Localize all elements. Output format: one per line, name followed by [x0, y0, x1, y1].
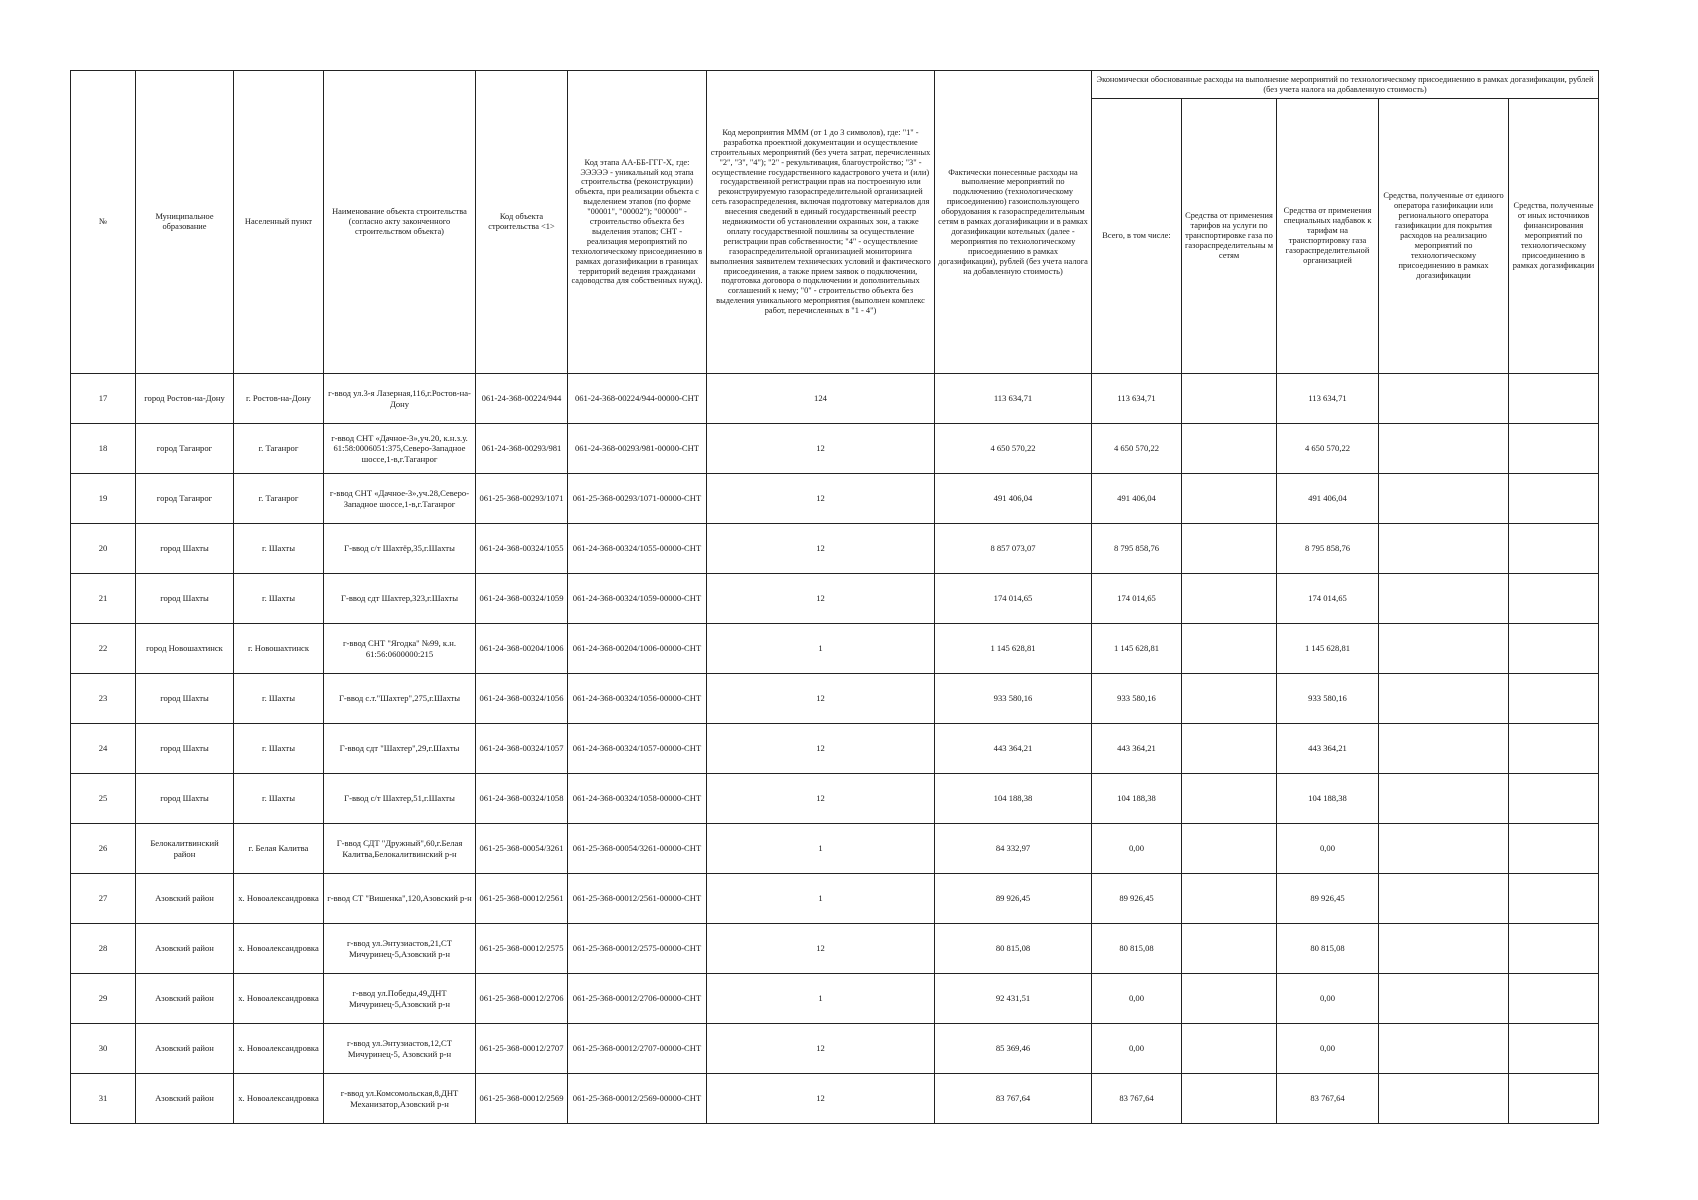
- header-object-code: Код объекта строительства <1>: [476, 71, 568, 374]
- stage-code-cell: 061-25-368-00293/1071-00000-СНТ: [568, 474, 707, 524]
- settlement-cell: г. Шахты: [234, 574, 324, 624]
- operator-funds-cell: [1379, 924, 1509, 974]
- special-surcharges-cell: 491 406,04: [1277, 474, 1379, 524]
- object-name-cell: г-ввод СНТ "Ягодка" №99, к.н. 61:56:0600000:215: [324, 624, 476, 674]
- special-surcharges-cell: 0,00: [1277, 824, 1379, 874]
- object-name-cell: г-ввод ул.Победы,49,ДНТ Мичуринец-5,Азовский р-н: [324, 974, 476, 1024]
- other-sources-cell: [1509, 824, 1599, 874]
- tariff-services-cell: [1182, 524, 1277, 574]
- operator-funds-cell: [1379, 424, 1509, 474]
- header-actual-costs: Фактически понесенные расходы на выполнение мероприятий по подключению (технологическому присоединению) газоиспользующего оборудования к газораспределительным сетям в рамках догазификации и в рамках догазификации котельных (далее - мероприятия по технологическому присоединению в рамках догазификации), рублей (без учета налога на добавленную стоимость): [935, 71, 1092, 374]
- object-name-cell: г-ввод ул.3-я Лазерная,116,г.Ростов-на-Дону: [324, 374, 476, 424]
- municipality-cell: город Шахты: [136, 524, 234, 574]
- object-code-cell: 061-24-368-00324/1058: [476, 774, 568, 824]
- object-code-cell: 061-24-368-00324/1057: [476, 724, 568, 774]
- other-sources-cell: [1509, 774, 1599, 824]
- event-code-cell: 1: [707, 874, 935, 924]
- stage-code-cell: 061-24-368-00324/1058-00000-СНТ: [568, 774, 707, 824]
- municipality-cell: город Новошахтинск: [136, 624, 234, 674]
- header-other-sources: Средства, полученные от иных источников финансирования мероприятий по технологическому присоединению в рамках догазификации: [1509, 99, 1599, 374]
- total-cell: 113 634,71: [1092, 374, 1182, 424]
- actual-costs-cell: 89 926,45: [935, 874, 1092, 924]
- event-code-cell: 12: [707, 1024, 935, 1074]
- header-tariff-services: Средства от применения тарифов на услуги по транспортировке газа по газораспределительны м сетям: [1182, 99, 1277, 374]
- stage-code-cell: 061-25-368-00012/2707-00000-СНТ: [568, 1024, 707, 1074]
- row-number: 21: [71, 574, 136, 624]
- municipality-cell: Азовский район: [136, 874, 234, 924]
- total-cell: 4 650 570,22: [1092, 424, 1182, 474]
- tariff-services-cell: [1182, 674, 1277, 724]
- tariff-services-cell: [1182, 874, 1277, 924]
- tariff-services-cell: [1182, 374, 1277, 424]
- object-code-cell: 061-25-368-00012/2575: [476, 924, 568, 974]
- operator-funds-cell: [1379, 674, 1509, 724]
- row-number: 17: [71, 374, 136, 424]
- event-code-cell: 124: [707, 374, 935, 424]
- special-surcharges-cell: 80 815,08: [1277, 924, 1379, 974]
- stage-code-cell: 061-24-368-00324/1059-00000-СНТ: [568, 574, 707, 624]
- actual-costs-cell: 4 650 570,22: [935, 424, 1092, 474]
- object-code-cell: 061-24-368-00324/1056: [476, 674, 568, 724]
- object-name-cell: Г-ввод сдт Шахтер,323,г.Шахты: [324, 574, 476, 624]
- object-name-cell: г-ввод СНТ «Дачное-3»,уч.20, к.н.з.у. 61:58:0006051:375,Северо-Западное шоссе,1-в,г.Таганрог: [324, 424, 476, 474]
- tariff-services-cell: [1182, 1024, 1277, 1074]
- total-cell: 80 815,08: [1092, 924, 1182, 974]
- row-number: 23: [71, 674, 136, 724]
- total-cell: 174 014,65: [1092, 574, 1182, 624]
- object-code-cell: 061-25-368-00012/2569: [476, 1074, 568, 1124]
- total-cell: 1 145 628,81: [1092, 624, 1182, 674]
- object-name-cell: г-ввод ул.Комсомольская,8,ДНТ Механизатор,Азовский р-н: [324, 1074, 476, 1124]
- table-header: [71, 71, 1599, 374]
- settlement-cell: г. Новошахтинск: [234, 624, 324, 674]
- actual-costs-cell: 85 369,46: [935, 1024, 1092, 1074]
- settlement-cell: х. Новоалександровка: [234, 1074, 324, 1124]
- stage-code-cell: 061-25-368-00012/2569-00000-СНТ: [568, 1074, 707, 1124]
- object-name-cell: Г-ввод СДТ "Дружный",60,г.Белая Калитва,Белокалитвинский р-н: [324, 824, 476, 874]
- tariff-services-cell: [1182, 474, 1277, 524]
- municipality-cell: Азовский район: [136, 1074, 234, 1124]
- total-cell: 83 767,64: [1092, 1074, 1182, 1124]
- other-sources-cell: [1509, 924, 1599, 974]
- row-number: 29: [71, 974, 136, 1024]
- special-surcharges-cell: 174 014,65: [1277, 574, 1379, 624]
- table-row: [71, 924, 1599, 974]
- row-number: 30: [71, 1024, 136, 1074]
- settlement-cell: г. Шахты: [234, 524, 324, 574]
- settlement-cell: г. Шахты: [234, 774, 324, 824]
- stage-code-cell: 061-24-368-00324/1055-00000-СНТ: [568, 524, 707, 574]
- row-number: 26: [71, 824, 136, 874]
- event-code-cell: 12: [707, 574, 935, 624]
- special-surcharges-cell: 83 767,64: [1277, 1074, 1379, 1124]
- tariff-services-cell: [1182, 424, 1277, 474]
- settlement-cell: г. Белая Калитва: [234, 824, 324, 874]
- row-number: 24: [71, 724, 136, 774]
- event-code-cell: 1: [707, 824, 935, 874]
- municipality-cell: город Шахты: [136, 674, 234, 724]
- table-row: [71, 474, 1599, 524]
- header-settlement: Населенный пункт: [234, 71, 324, 374]
- special-surcharges-cell: 104 188,38: [1277, 774, 1379, 824]
- total-cell: 104 188,38: [1092, 774, 1182, 824]
- header-group-justified-costs: Экономически обоснованные расходы на выполнение мероприятий по технологическому присоединению в рамках догазификации, рублей (без учета налога на добавленную стоимость): [1092, 71, 1599, 99]
- header-total: Всего, в том числе:: [1092, 99, 1182, 374]
- operator-funds-cell: [1379, 624, 1509, 674]
- event-code-cell: 12: [707, 774, 935, 824]
- operator-funds-cell: [1379, 824, 1509, 874]
- settlement-cell: г. Ростов-на-Дону: [234, 374, 324, 424]
- actual-costs-cell: 174 014,65: [935, 574, 1092, 624]
- other-sources-cell: [1509, 974, 1599, 1024]
- settlement-cell: г. Таганрог: [234, 424, 324, 474]
- special-surcharges-cell: 443 364,21: [1277, 724, 1379, 774]
- tariff-services-cell: [1182, 824, 1277, 874]
- other-sources-cell: [1509, 724, 1599, 774]
- municipality-cell: город Таганрог: [136, 474, 234, 524]
- special-surcharges-cell: 89 926,45: [1277, 874, 1379, 924]
- object-name-cell: Г-ввод сдт "Шахтер",29,г.Шахты: [324, 724, 476, 774]
- table-row: [71, 374, 1599, 424]
- other-sources-cell: [1509, 1074, 1599, 1124]
- object-name-cell: г-ввод ул.Энтузиастов,12,СТ Мичуринец-5, Азовский р-н: [324, 1024, 476, 1074]
- object-code-cell: 061-25-368-00012/2561: [476, 874, 568, 924]
- settlement-cell: х. Новоалександровка: [234, 924, 324, 974]
- table-row: [71, 624, 1599, 674]
- event-code-cell: 12: [707, 674, 935, 724]
- total-cell: 491 406,04: [1092, 474, 1182, 524]
- table-body: [71, 374, 1599, 1124]
- tariff-services-cell: [1182, 974, 1277, 1024]
- municipality-cell: город Шахты: [136, 774, 234, 824]
- settlement-cell: г. Таганрог: [234, 474, 324, 524]
- table-row: [71, 674, 1599, 724]
- settlement-cell: г. Шахты: [234, 724, 324, 774]
- municipality-cell: город Таганрог: [136, 424, 234, 474]
- operator-funds-cell: [1379, 374, 1509, 424]
- operator-funds-cell: [1379, 1024, 1509, 1074]
- actual-costs-cell: 8 857 073,07: [935, 524, 1092, 574]
- special-surcharges-cell: 1 145 628,81: [1277, 624, 1379, 674]
- event-code-cell: 12: [707, 424, 935, 474]
- tariff-services-cell: [1182, 624, 1277, 674]
- row-number: 27: [71, 874, 136, 924]
- stage-code-cell: 061-24-368-00293/981-00000-СНТ: [568, 424, 707, 474]
- operator-funds-cell: [1379, 1074, 1509, 1124]
- object-code-cell: 061-25-368-00054/3261: [476, 824, 568, 874]
- special-surcharges-cell: 933 580,16: [1277, 674, 1379, 724]
- object-code-cell: 061-25-368-00012/2706: [476, 974, 568, 1024]
- stage-code-cell: 061-24-368-00204/1006-00000-СНТ: [568, 624, 707, 674]
- row-number: 28: [71, 924, 136, 974]
- object-code-cell: 061-24-368-00204/1006: [476, 624, 568, 674]
- settlement-cell: х. Новоалександровка: [234, 974, 324, 1024]
- header-operator-funds: Средства, полученные от единого оператора газификации или регионального оператора газификации для покрытия расходов на реализацию мероприятий по технологическому присоединению в рамках догазификации: [1379, 99, 1509, 374]
- header-stage-code: Код этапа АА-ББ-ГГГ-Х, где: ЭЭЭЭЭ - уникальный код этапа строительства (реконструкции) объекта, при реализации объекта с выделением этапов (по форме "00001", "00002"); "00000" - строительство объекта без выделения этапов; СНТ - реализация мероприятий по технологическому присоединению в рамках догазификации в границах территорий ведения гражданами садоводства для собственных нужд).: [568, 71, 707, 374]
- stage-code-cell: 061-24-368-00224/944-00000-СНТ: [568, 374, 707, 424]
- tariff-services-cell: [1182, 774, 1277, 824]
- table-row: [71, 424, 1599, 474]
- actual-costs-cell: 104 188,38: [935, 774, 1092, 824]
- row-number: 20: [71, 524, 136, 574]
- event-code-cell: 12: [707, 524, 935, 574]
- table-row: [71, 874, 1599, 924]
- municipality-cell: Белокалитвинский район: [136, 824, 234, 874]
- municipality-cell: город Шахты: [136, 574, 234, 624]
- object-code-cell: 061-25-368-00012/2707: [476, 1024, 568, 1074]
- municipality-cell: город Шахты: [136, 724, 234, 774]
- other-sources-cell: [1509, 624, 1599, 674]
- actual-costs-cell: 1 145 628,81: [935, 624, 1092, 674]
- header-municipality: Муниципальное образование: [136, 71, 234, 374]
- event-code-cell: 12: [707, 724, 935, 774]
- table-row: [71, 1024, 1599, 1074]
- municipality-cell: город Ростов-на-Дону: [136, 374, 234, 424]
- other-sources-cell: [1509, 524, 1599, 574]
- object-code-cell: 061-25-368-00293/1071: [476, 474, 568, 524]
- header-object-name: Наименование объекта строительства (согласно акту законченного строительством объекта): [324, 71, 476, 374]
- actual-costs-cell: 83 767,64: [935, 1074, 1092, 1124]
- row-number: 18: [71, 424, 136, 474]
- event-code-cell: 12: [707, 474, 935, 524]
- stage-code-cell: 061-25-368-00054/3261-00000-СНТ: [568, 824, 707, 874]
- actual-costs-cell: 491 406,04: [935, 474, 1092, 524]
- tariff-services-cell: [1182, 924, 1277, 974]
- operator-funds-cell: [1379, 974, 1509, 1024]
- tariff-services-cell: [1182, 1074, 1277, 1124]
- object-name-cell: г-ввод ул.Энтузиастов,21,СТ Мичуринец-5,Азовский р-н: [324, 924, 476, 974]
- total-cell: 443 364,21: [1092, 724, 1182, 774]
- municipality-cell: Азовский район: [136, 1024, 234, 1074]
- actual-costs-cell: 443 364,21: [935, 724, 1092, 774]
- settlement-cell: х. Новоалександровка: [234, 1024, 324, 1074]
- stage-code-cell: 061-25-368-00012/2561-00000-СНТ: [568, 874, 707, 924]
- other-sources-cell: [1509, 374, 1599, 424]
- other-sources-cell: [1509, 674, 1599, 724]
- object-code-cell: 061-24-368-00324/1059: [476, 574, 568, 624]
- actual-costs-cell: 113 634,71: [935, 374, 1092, 424]
- total-cell: 0,00: [1092, 1024, 1182, 1074]
- object-name-cell: Г-ввод с/т Шахтёр,35,г.Шахты: [324, 524, 476, 574]
- object-name-cell: Г-ввод с.т."Шахтер",275,г.Шахты: [324, 674, 476, 724]
- row-number: 19: [71, 474, 136, 524]
- total-cell: 8 795 858,76: [1092, 524, 1182, 574]
- stage-code-cell: 061-25-368-00012/2575-00000-СНТ: [568, 924, 707, 974]
- stage-code-cell: 061-24-368-00324/1057-00000-СНТ: [568, 724, 707, 774]
- row-number: 31: [71, 1074, 136, 1124]
- municipality-cell: Азовский район: [136, 974, 234, 1024]
- row-number: 25: [71, 774, 136, 824]
- register-table: [70, 70, 1599, 1124]
- table-row: [71, 974, 1599, 1024]
- object-code-cell: 061-24-368-00293/981: [476, 424, 568, 474]
- table-row: [71, 524, 1599, 574]
- header-special-surcharges: Средства от применения специальных надбавок к тарифам на транспортировку газа газораспределительной организацией: [1277, 99, 1379, 374]
- other-sources-cell: [1509, 474, 1599, 524]
- event-code-cell: 1: [707, 624, 935, 674]
- actual-costs-cell: 80 815,08: [935, 924, 1092, 974]
- other-sources-cell: [1509, 424, 1599, 474]
- object-name-cell: Г-ввод с/т Шахтер,51,г.Шахты: [324, 774, 476, 824]
- special-surcharges-cell: 4 650 570,22: [1277, 424, 1379, 474]
- special-surcharges-cell: 113 634,71: [1277, 374, 1379, 424]
- total-cell: 933 580,16: [1092, 674, 1182, 724]
- object-code-cell: 061-24-368-00224/944: [476, 374, 568, 424]
- header-event-code: Код мероприятия МММ (от 1 до 3 символов), где: "1" - разработка проектной документации и осуществление строительных мероприятий (без учета затрат, перечисленных "2", "3", "4"); "2" - рекультивация, благоустройство; "3" - осуществление государственного кадастрового учета и (или) государственной регистрации прав на построенную или реконструируемую газораспределительной организацией сеть газораспределения, включая подготовку материалов для внесения сведений в единый государственный реестр недвижимости об установлении охранных зон, а также оплату государственной пошлины за осуществление регистрации прав собственности; "4" - осуществление газораспределительной организацией мониторинга выполнения заявителем технических условий и фактического присоединения, а также прием заявок о подключении, подготовка договора о подключении и дополнительных соглашений к нему; "0" - строительство объекта без выделения уникального мероприятия (выполнен комплекс работ, перечисленных в "1 - 4"): [707, 71, 935, 374]
- settlement-cell: г. Шахты: [234, 674, 324, 724]
- special-surcharges-cell: 0,00: [1277, 1024, 1379, 1074]
- operator-funds-cell: [1379, 874, 1509, 924]
- tariff-services-cell: [1182, 724, 1277, 774]
- actual-costs-cell: 84 332,97: [935, 824, 1092, 874]
- object-name-cell: г-ввод СНТ «Дачное-3»,уч.28,Северо-Западное шоссе,1-в,г.Таганрог: [324, 474, 476, 524]
- operator-funds-cell: [1379, 524, 1509, 574]
- header-no: №: [71, 71, 136, 374]
- operator-funds-cell: [1379, 574, 1509, 624]
- object-name-cell: г-ввод СТ "Вишенка",120,Азовский р-н: [324, 874, 476, 924]
- special-surcharges-cell: 8 795 858,76: [1277, 524, 1379, 574]
- event-code-cell: 12: [707, 924, 935, 974]
- operator-funds-cell: [1379, 774, 1509, 824]
- other-sources-cell: [1509, 1024, 1599, 1074]
- special-surcharges-cell: 0,00: [1277, 974, 1379, 1024]
- stage-code-cell: 061-24-368-00324/1056-00000-СНТ: [568, 674, 707, 724]
- row-number: 22: [71, 624, 136, 674]
- operator-funds-cell: [1379, 474, 1509, 524]
- settlement-cell: х. Новоалександровка: [234, 874, 324, 924]
- object-code-cell: 061-24-368-00324/1055: [476, 524, 568, 574]
- total-cell: 0,00: [1092, 974, 1182, 1024]
- table-row: [71, 774, 1599, 824]
- event-code-cell: 12: [707, 1074, 935, 1124]
- total-cell: 89 926,45: [1092, 874, 1182, 924]
- table-row: [71, 724, 1599, 774]
- other-sources-cell: [1509, 874, 1599, 924]
- actual-costs-cell: 933 580,16: [935, 674, 1092, 724]
- table-row: [71, 824, 1599, 874]
- tariff-services-cell: [1182, 574, 1277, 624]
- event-code-cell: 1: [707, 974, 935, 1024]
- total-cell: 0,00: [1092, 824, 1182, 874]
- stage-code-cell: 061-25-368-00012/2706-00000-СНТ: [568, 974, 707, 1024]
- table-row: [71, 1074, 1599, 1124]
- municipality-cell: Азовский район: [136, 924, 234, 974]
- actual-costs-cell: 92 431,51: [935, 974, 1092, 1024]
- operator-funds-cell: [1379, 724, 1509, 774]
- other-sources-cell: [1509, 574, 1599, 624]
- table-row: [71, 574, 1599, 624]
